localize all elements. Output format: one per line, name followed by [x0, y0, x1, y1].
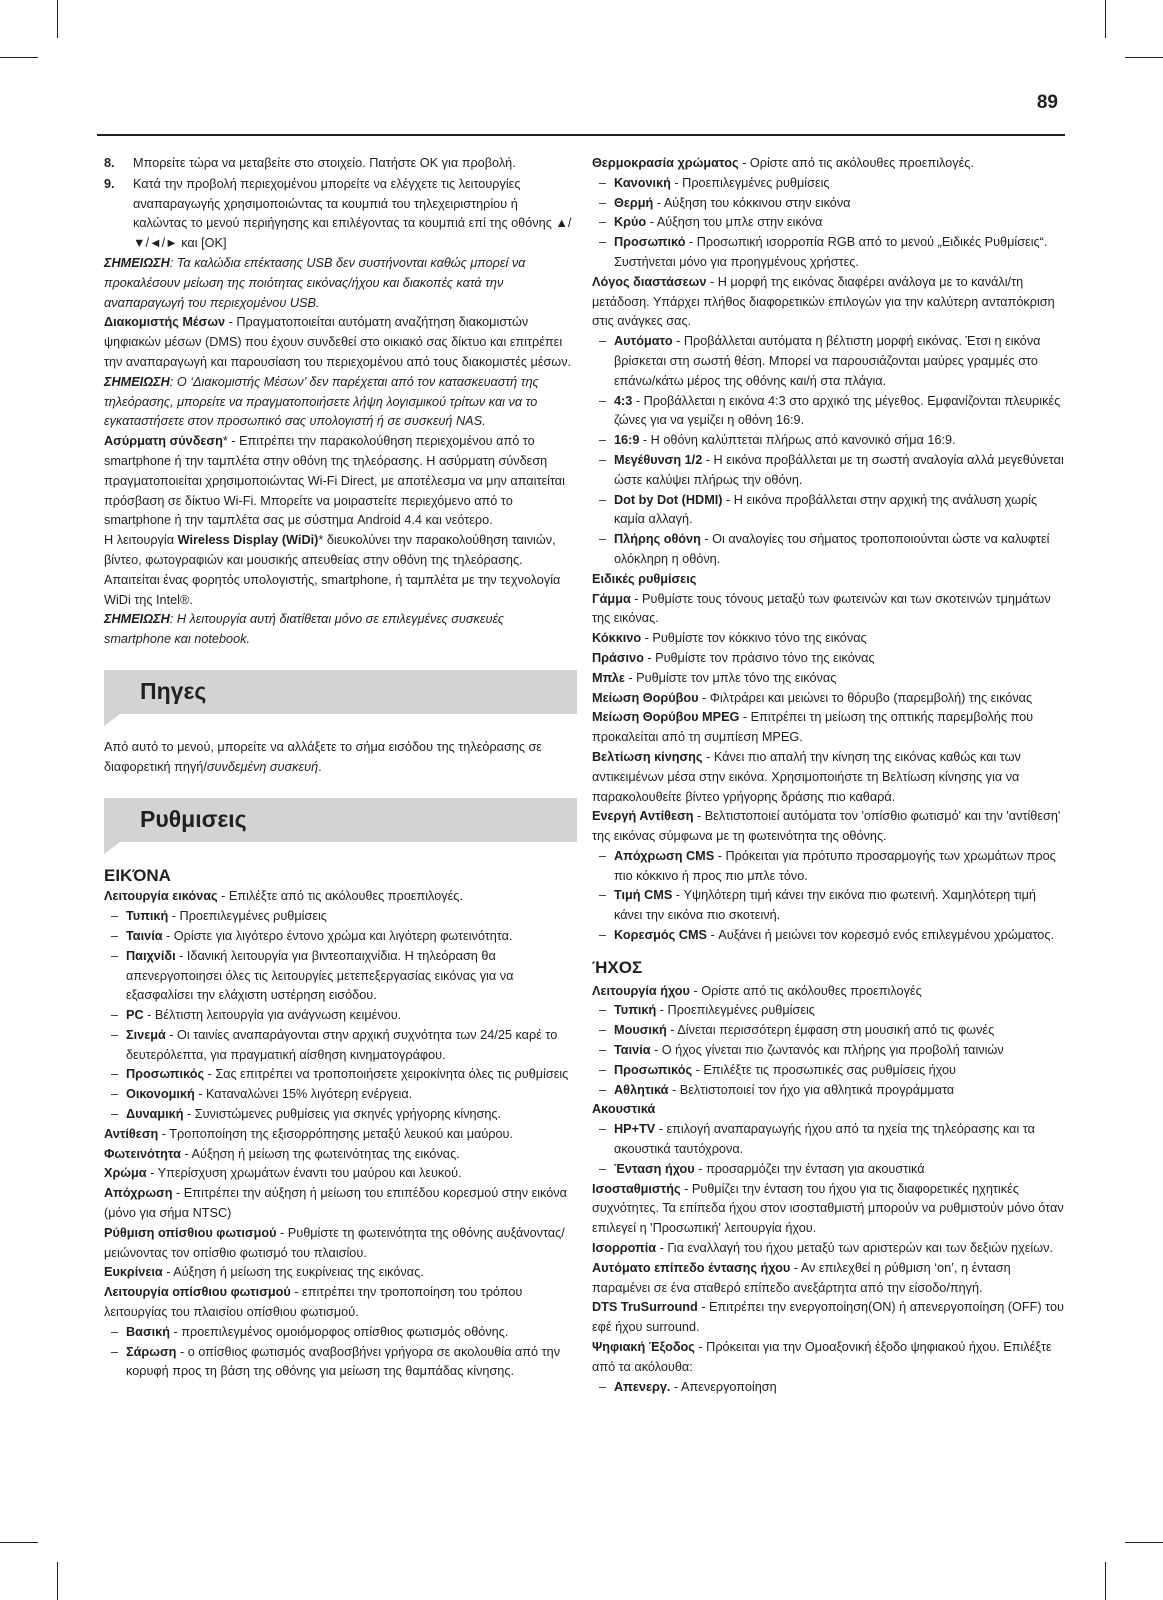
picture-mode-option: – Τυπική - Προεπιλεγμένες ρυθμίσεις — [111, 909, 327, 924]
crop-mark — [1125, 1542, 1163, 1543]
picture-mode-option: – Ταινία - Ορίστε για λιγότερο έντονο χρώμα και λιγότερη φωτεινότητα. — [111, 928, 513, 943]
wireless-paragraph — [104, 432, 574, 531]
picture-setting: Φωτεινότητα - Αύξηση ή μείωση της φωτεινότητας της εικόνας. — [104, 1146, 460, 1161]
picture-setting: Λειτουργία οπίσθιου φωτισμού - επιτρέπει την τροποποίηση του τρόπου λειτουργίας του πλαισίου οπίσθιου φωτισμού. — [104, 1285, 523, 1320]
note-label: ΣΗΜΕΙΩΣΗ — [104, 255, 170, 270]
advanced-setting: Μείωση Θορύβου MPEG - Επιτρέπει τη μείωση της οπτικής παρεμβολής που προκαλείται από τη συμπίεση MPEG. — [592, 710, 1034, 745]
temperature-option: – Προσωπικό - Προσωπική ισορροπία RGB από το μενού „Ειδικές Ρυθμίσεις“. Συστήνεται μόνο για προηγμένους χρήστες. — [599, 235, 1048, 269]
cms-option: – Κορεσμός CMS - Αυξάνει ή μειώνει τον κορεσμό ενός επιλεγμένου χρώματος. — [599, 928, 1054, 943]
temperature-option: – Κανονική - Προεπιλεγμένες ρυθμίσεις — [599, 175, 830, 190]
step-number: 8. — [104, 156, 115, 170]
widi-intro: Η λειτουργία — [104, 533, 178, 548]
note-widi — [104, 610, 574, 650]
sound-mode-option: – Προσωπικός - Επιλέξτε τις προσωπικές σας ρυθμίσεις ήχου — [599, 1062, 956, 1077]
picture-setting: Ευκρίνεια - Αύξηση ή μείωση της ευκρίνειας της εικόνας. — [104, 1265, 424, 1280]
aspect-option: – 16:9 - Η οθόνη καλύπτεται πλήρως από κανονικό σήμα 16:9. — [599, 433, 956, 448]
left-column — [104, 154, 574, 1382]
headphones-heading: Ακουστικά — [592, 1102, 656, 1117]
headphones-option: – HP+TV - επιλογή αναπαραγωγής ήχου από τα ηχεία της τηλεόρασης και τα ακουστικά ταυτόχρονα. — [599, 1122, 1035, 1157]
note-media-server — [104, 373, 574, 432]
aspect-option: – Πλήρης οθόνη - Οι αναλογίες του σήματος τροποποιούνται ώστε να καλυφτεί ολόκληρη η οθόνη. — [599, 532, 1050, 566]
crop-mark — [57, 1562, 58, 1600]
section-banner-settings — [104, 798, 577, 842]
term-label: Wireless Display (WiDi) — [177, 533, 319, 548]
temperature-option: – Θερμή - Αύξηση του κόκκινου στην εικόνα — [599, 195, 851, 210]
aspect-option: – Dot by Dot (HDMI) - Η εικόνα προβάλλεται στην αρχική της ανάλυση χωρίς καμία αλλαγή. — [599, 492, 1038, 527]
crop-mark — [1105, 1562, 1106, 1600]
asterisk: * — [318, 533, 324, 548]
picture-mode-option: – Σινεμά - Οι ταινίες αναπαράγονται στην αρχική συχνότητα των 24/25 καρέ το δευτερόλεπτα, για πραγματική αίσθηση κινηματογράφου. — [111, 1027, 558, 1062]
note-label: ΣΗΜΕΙΩΣΗ — [104, 612, 170, 627]
cms-option: – Τιμή CMS - Υψηλότερη τιμή κάνει την εικόνα πιο φωτεινή. Χαμηλότερη τιμή κάνει την εικόνα πιο σκοτεινή. — [599, 888, 1036, 923]
picture-mode-option: – PC - Βέλτιστη λειτουργία για ανάγνωση κειμένου. — [111, 1008, 402, 1023]
note-usb — [104, 254, 574, 313]
sound-mode-option: – Ταινία - Ο ήχος γίνεται πιο ζωντανός και πλήρης για προβολή ταινιών — [599, 1043, 1004, 1058]
sound-heading: ΉΧΟΣ — [592, 957, 643, 977]
term-label: Ασύρματη σύνδεση — [104, 434, 223, 449]
advanced-setting: Γάμμα - Ρυθμίστε τους τόνους μεταξύ των φωτεινών και των σκοτεινών τμημάτων της εικόνας. — [592, 591, 1051, 626]
advanced-setting: Μπλε - Ρυθμίστε τον μπλε τόνο της εικόνας — [592, 670, 837, 685]
crop-mark — [57, 0, 58, 38]
sources-description: Από αυτό το μενού, μπορείτε να αλλάξετε το σήμα εισόδου της τηλεόρασης σε διαφορετική πηγή/συνδεμένη συσκευή. — [104, 739, 542, 774]
advanced-setting: Μείωση Θορύβου - Φιλτράρει και μειώνει το θόρυβο (παρεμβολή) της εικόνας — [592, 690, 1033, 705]
headphones-option: – Ένταση ήχου - προσαρμόζει την ένταση για ακουστικά — [599, 1161, 925, 1176]
sound-mode: Λειτουργία ήχου - Ορίστε από τις ακόλουθες προεπιλογές — [592, 983, 922, 998]
term-label: Λειτουργία εικόνας — [104, 889, 218, 904]
term-text: - Επιλέξτε από τις ακόλουθες προεπιλογές. — [217, 889, 463, 904]
cms-option: – Απόχρωση CMS - Πρόκειται για πρότυπο προσαρμογής των χρωμάτων προς πιο κόκκινο ή προς πιο μπλε τόνο. — [599, 848, 1056, 883]
sound-setting: DTS TruSurround - Επιτρέπει την ενεργοποίηση(ON) ή απενεργοποίηση (OFF) του εφέ ήχου surround. — [592, 1300, 1064, 1335]
media-server-paragraph — [104, 313, 574, 372]
sound-setting: Αυτόματο επίπεδο έντασης ήχου - Αν επιλεχθεί η ρύθμιση ‘on’, η ένταση παραμένει σε ένα σταθερό επίπεδο ανεξάρτητα από την είσοδο/πηγή. — [592, 1260, 1011, 1295]
picture-mode-option: – Προσωπικός - Σας επιτρέπει να τροποποιήσετε χειροκίνητα όλες τις ρυθμίσεις — [111, 1067, 569, 1082]
sound-setting: Ισορροπία - Για εναλλαγή του ήχου μεταξύ των αριστερών και των δεξιών ηχείων. — [592, 1241, 1054, 1256]
digital-output-option: – Απενεργ. - Απενεργοποίηση — [599, 1379, 777, 1394]
color-temperature: Θερμοκρασία χρώματος - Ορίστε από τις ακόλουθες προεπιλογές. — [592, 156, 974, 170]
note-text: : Η λειτουργία αυτή διατίθεται μόνο σε επιλεγμένες συσκευές smartphone και notebook. — [104, 612, 504, 647]
widi-paragraph — [104, 531, 574, 610]
picture-setting: Χρώμα - Υπερίσχυση χρωμάτων έναντι του μαύρου και λευκού. — [104, 1166, 462, 1181]
sound-setting: Ισοσταθμιστής - Ρυθμίζει την ένταση του ήχου για τις διαφορετικές ηχητικές συχνότητες. Τα επίπεδα ήχου στον ισοσταθμιστή μπορούν να ρυθμιστούν μόνο όταν επιλεγεί η 'Προσωπική' λειτουργία ήχου. — [592, 1181, 1064, 1236]
crop-mark — [1105, 0, 1106, 38]
backlight-mode-option: – Βασική - προεπιλεγμένος ομοιόμορφος οπίσθιος φωτισμός οθόνης. — [111, 1324, 509, 1339]
temperature-option: – Κρύο - Αύξηση του μπλε στην εικόνα — [599, 215, 823, 230]
picture-setting: Αντίθεση - Τροποποίηση της εξισορρόπησης μεταξύ λευκού και μαύρου. — [104, 1126, 514, 1141]
section-title: Πηγες — [140, 678, 207, 705]
advanced-setting: Βελτίωση κίνησης - Κάνει πιο απαλή την κίνηση της εικόνας καθώς και των αντικειμένων μέσα στην εικόνα. Χρησιμοποιήστε τη Βελτίωση κίνησης για να παρακολουθείτε βίντεο γρήγορης δράσης πιο καθαρά. — [592, 749, 1021, 804]
page-number: 89 — [1036, 92, 1058, 113]
term-text: - Πραγματοποιείται αυτόματη αναζήτηση διακομιστών ψηφιακών μέσων (DMS) που έχουν συνδεθεί στο οικιακό σας δίκτυο και επιτρέπει την αναπαραγωγή και παρουσίαση του περιεχομένου από τους διακομιστές μέσων. — [104, 315, 572, 369]
picture-mode — [104, 887, 574, 907]
note-text: : Τα καλώδια επέκτασης USB δεν συστήνονται καθώς μπορεί να προκαλέσουν μείωση της ποιότητας εικόνας/ήχου και διακοπές κατά την αναπαραγωγή του περιεχομένου USB. — [104, 255, 526, 310]
header-rule — [97, 134, 1065, 136]
step-text: Κατά την προβολή περιεχομένου μπορείτε να ελέγχετε τις λειτουργίες αναπαραγωγής χρησιμοποιώντας τα κουμπιά του τηλεχειριστηρίου ή καλώντας το μενού περιήγησης και επιλέγοντας τα κουμπιά επί της οθόνης ▲/▼/◄/► και [OK] — [133, 176, 572, 251]
term-text: διευκολύνει την παρακολούθηση ταινιών, βίντεο, φωτογραφιών και μουσικής απευθείας στην οθόνη της τηλεόρασης. Απαιτείται ένας φορητός υπολογιστής, smartphone, ή ταμπλέτα με την τεχνολογία WiDi της Intel®. — [104, 533, 561, 607]
advanced-setting: Πράσινο - Ρυθμίστε τον πράσινο τόνο της εικόνας — [592, 650, 875, 665]
term-text: - Επιτρέπει την παρακολούθηση περιεχομένου από το smartphone ή την ταμπλέτα στην οθόνη της τηλεόρασης. Η ασύρματη σύνδεση πραγματοποιείται χρησιμοποιώντας Wi-Fi Direct, με αποτέλεσμα να μην απαιτείται πρόσβαση σε δίκτυο Wi-Fi. Μπορείτε να μοιραστείτε περιεχόμενο από το smartphone ή την ταμπλέτα σας με σύστημα Android 4.4 και νεότερο. — [104, 434, 565, 528]
step-text: Μπορείτε τώρα να μεταβείτε στο στοιχείο. Πατήστε OK για προβολή. — [133, 156, 516, 170]
aspect-option: – 4:3 - Προβάλλεται η εικόνα 4:3 στο αρχικό της μέγεθος. Εμφανίζονται πλευρικές ζώνες για να γεμίζει η οθόνη 16:9. — [599, 393, 1061, 428]
note-label: ΣΗΜΕΙΩΣΗ — [104, 374, 170, 389]
picture-mode-option: – Δυναμική - Συνιστώμενες ρυθμίσεις για σκηνές γρήγορης κίνησης. — [111, 1107, 502, 1122]
picture-setting: Ρύθμιση οπίσθιου φωτισμού - Ρυθμίστε τη φωτεινότητα της οθόνης αυξάνοντας/μειώνοντας τον οπίσθιο φωτισμό του πλαισίου. — [104, 1225, 565, 1260]
crop-mark — [0, 57, 38, 58]
aspect-ratio: Λόγος διαστάσεων - Η μορφή της εικόνας διαφέρει ανάλογα με το κανάλι/τη μετάδοση. Υπάρχει πλήθος διαφορετικών επιλογών για την καλύτερη ανταπόκριση στις ανάγκες σας. — [592, 274, 1055, 329]
picture-heading: ΕΙΚΌΝΑ — [104, 865, 171, 885]
sound-mode-option: – Μουσική - Δίνεται περισσότερη έμφαση στη μουσική από τις φωνές — [599, 1023, 995, 1038]
advanced-setting: Ενεργή Αντίθεση - Βελτιστοποιεί αυτόματα τον 'οπίσθιο φωτισμό' και την 'αντίθεση' της εικόνας σύμφωνα με τη φωτεινότητα της οθόνης. — [592, 809, 1061, 844]
section-title: Ρυθμισεις — [140, 805, 247, 832]
sound-mode-option: – Αθλητικά - Βελτιστοποιεί τον ήχο για αθλητικά προγράμματα — [599, 1082, 955, 1097]
step-number: 9. — [104, 176, 115, 191]
right-column — [592, 154, 1067, 1397]
aspect-option: – Αυτόματο - Προβάλλεται αυτόματα η βέλτιστη μορφή εικόνας. Έτσι η εικόνα βρίσκεται στη σωστή θέση. Μπορεί να παρουσιάζονται μαύρες γραμμές στο επάνω/κάτω μέρος της οθόνης και/ή στα πλάγια. — [599, 334, 1041, 388]
advanced-heading: Ειδικές ρυθμίσεις — [592, 571, 697, 586]
crop-mark — [0, 1542, 38, 1543]
aspect-option: – Μεγέθυνση 1/2 - Η εικόνα προβάλλεται με τη σωστή αναλογία αλλά μεγεθύνεται ώστε καλύψει πλήρως την οθόνη. — [599, 452, 1064, 487]
sound-setting: Ψηφιακή Έξοδος - Πρόκειται για την Ομοαξονική έξοδο ψηφιακού ήχου. Επιλέξτε από τα ακόλουθα: — [592, 1340, 1052, 1374]
term-label: Διακομιστής Μέσων — [104, 315, 226, 330]
numbered-step — [104, 154, 574, 174]
advanced-setting: Κόκκινο - Ρυθμίστε τον κόκκινο τόνο της εικόνας — [592, 631, 867, 646]
picture-setting: Απόχρωση - Επιτρέπει την αύξηση ή μείωση του επιπέδου κορεσμού στην εικόνα (μόνο για σήμα NTSC) — [104, 1186, 567, 1221]
section-banner-sources — [104, 670, 577, 714]
numbered-step — [104, 175, 574, 254]
sound-mode-option: – Τυπική - Προεπιλεγμένες ρυθμίσεις — [599, 1003, 815, 1018]
crop-mark — [1125, 57, 1163, 58]
backlight-mode-option: – Σάρωση - ο οπίσθιος φωτισμός αναβοσβήνει γρήγορα σε ακολουθία από την κορυφή προς τη βάση της οθόνης για μείωση της θαμπάδας κίνησης. — [111, 1344, 561, 1379]
picture-mode-option: – Οικονομική - Καταναλώνει 15% λιγότερη ενέργεια. — [111, 1087, 413, 1102]
asterisk: * — [222, 434, 228, 449]
picture-mode-option: – Παιχνίδι - Ιδανική λειτουργία για βιντεοπαιχνίδια. Η τηλεόραση θα απενεργοποιησει όλες τις λειτουργίες μετεπεξεργασίας εικόνας για να εξασφαλίσει την ελάχιστη υστέρηση εισόδου. — [111, 948, 514, 1003]
note-text: : Ο ‘Διακομιστής Μέσων’ δεν παρέχεται από τον κατασκευαστή της τηλεόρασης, μπορείτε να πραγματοποιήσετε λήψη λογισμικού τρίτων και να το εγκαταστήσετε στον προσωπικό σας υπολογιστή ή σε συσκευή NAS. — [104, 374, 539, 429]
